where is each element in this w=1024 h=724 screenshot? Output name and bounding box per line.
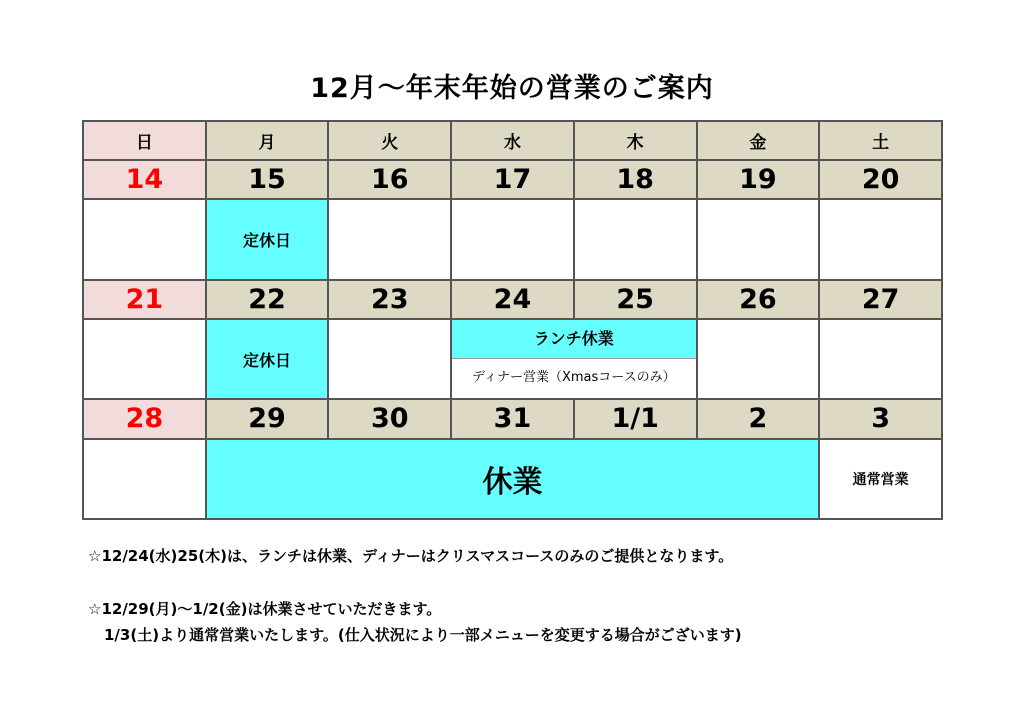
- page-title: 12月～年末年始の営業のご案内: [310, 73, 714, 104]
- christmas-hours-cell: [451, 319, 696, 399]
- note-christmas: ☆12/24(水)25(木)は、ランチは休業、ディナーはクリスマスコースのみのご提供となります。: [88, 547, 734, 565]
- date-cell: 28: [83, 399, 206, 438]
- week-3-date-row: [83, 399, 942, 438]
- date-cell: 3: [819, 399, 942, 438]
- lunch-closed-label: ランチ休業: [452, 320, 695, 359]
- weekday-sat: 土: [819, 121, 942, 160]
- status-cell: [328, 199, 451, 279]
- status-cell: [697, 199, 820, 279]
- date-cell: 22: [206, 280, 329, 319]
- date-cell: 23: [328, 280, 451, 319]
- note-reopening: 1/3(土)より通常営業いたします。(仕入状況により一部メニューを変更する場合がございます): [104, 626, 742, 644]
- date-cell: 21: [83, 280, 206, 319]
- status-cell: [451, 199, 574, 279]
- status-cell: [819, 199, 942, 279]
- date-cell: 29: [206, 399, 329, 438]
- date-cell: 18: [574, 160, 697, 199]
- date-cell: 16: [328, 160, 451, 199]
- status-cell: [574, 199, 697, 279]
- date-cell: 24: [451, 280, 574, 319]
- weekday-fri: 金: [697, 121, 820, 160]
- weekday-header-row: [83, 121, 942, 160]
- week-2-status-row: [83, 319, 942, 399]
- date-cell: 27: [819, 280, 942, 319]
- week-2-date-row: [83, 280, 942, 319]
- status-cell: [83, 439, 206, 519]
- date-cell: 25: [574, 280, 697, 319]
- date-cell: 19: [697, 160, 820, 199]
- business-calendar: [82, 120, 943, 520]
- date-cell: 15: [206, 160, 329, 199]
- status-cell: [83, 319, 206, 399]
- weekday-wed: 水: [451, 121, 574, 160]
- week-3-status-row: [83, 439, 942, 519]
- date-cell: 2: [697, 399, 820, 438]
- closed-label: 休業: [482, 464, 543, 500]
- date-cell: 30: [328, 399, 451, 438]
- date-cell: 1/1: [574, 399, 697, 438]
- status-cell: [697, 319, 820, 399]
- status-cell: [328, 319, 451, 399]
- normal-business-label: 通常営業: [852, 471, 909, 488]
- dinner-note-label: ディナー営業（Xmasコースのみ）: [472, 369, 676, 385]
- status-cell: [819, 319, 942, 399]
- weekday-mon: 月: [206, 121, 329, 160]
- status-cell: [83, 199, 206, 279]
- note-year-end-closure: ☆12/29(月)～1/2(金)は休業させていただきます。: [88, 600, 442, 618]
- week-1-status-row: [83, 199, 942, 279]
- date-cell: 14: [83, 160, 206, 199]
- date-cell: 20: [819, 160, 942, 199]
- regular-holiday-cell: [206, 319, 329, 399]
- date-cell: 26: [697, 280, 820, 319]
- regular-holiday-cell: [206, 199, 329, 279]
- date-cell: 31: [451, 399, 574, 438]
- year-end-closed-cell: [206, 439, 820, 519]
- weekday-sun: 日: [83, 121, 206, 160]
- week-1-date-row: [83, 160, 942, 199]
- weekday-tue: 火: [328, 121, 451, 160]
- weekday-thu: 木: [574, 121, 697, 160]
- regular-holiday-label: 定休日: [243, 350, 292, 370]
- regular-holiday-label: 定休日: [243, 231, 292, 251]
- normal-business-cell: [819, 439, 942, 519]
- date-cell: 17: [451, 160, 574, 199]
